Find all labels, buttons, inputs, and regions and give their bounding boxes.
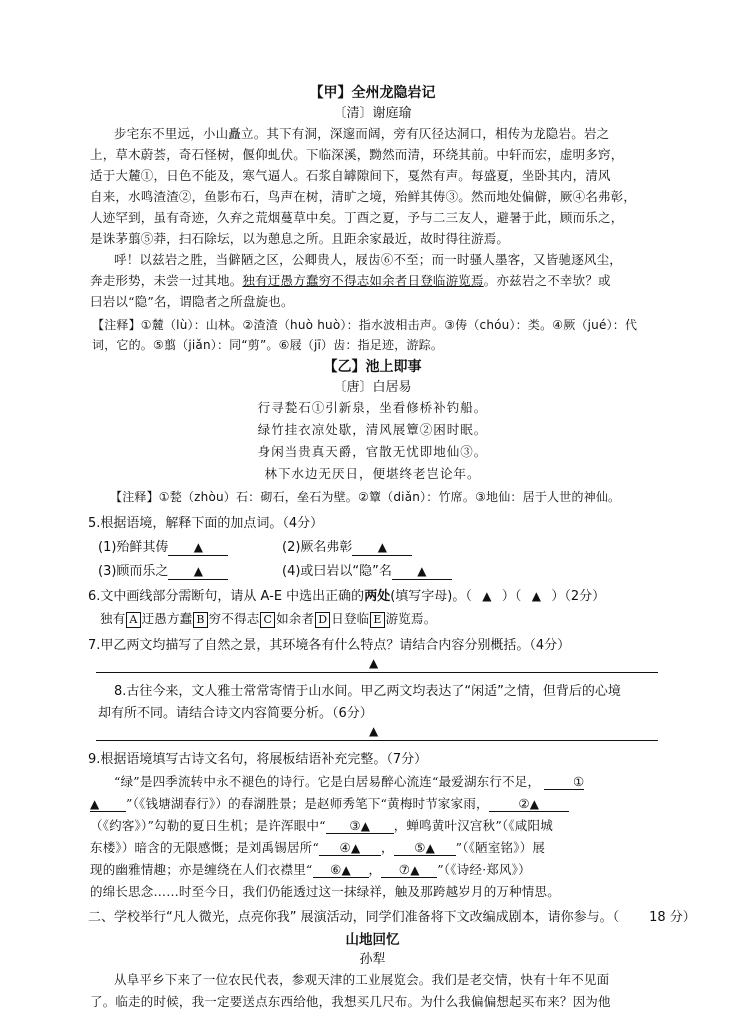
q5-item-3 [98, 560, 228, 580]
text: 迂愚方蠢 [141, 611, 193, 626]
blank-number: ⑤ [414, 840, 426, 855]
poem-line: 行寻甃石①引新泉，坐看修桥补钓船。 [257, 400, 488, 415]
text: 如余者 [276, 611, 315, 626]
q6-sentence [100, 609, 436, 628]
question-9: 9.根据语境填写古诗文名句，将展板结语补充完整。（7分） [88, 752, 428, 767]
text: （《约客》）”勾勒的夏日生机；是许浑眼中“ [90, 818, 326, 833]
option-c[interactable]: C [260, 612, 275, 628]
answer-mark: ▲ [193, 540, 204, 554]
q9-line: 的绵长思念……时至今日，我们仍能透过这一抹绿祥，触及那跨越岁月的万种情思。 [90, 884, 560, 899]
answer-mark: ▲ [360, 819, 371, 833]
blank-5[interactable] [394, 840, 456, 856]
poem-line: 林下水边无厌日，便堪终老岂论年。 [264, 466, 481, 481]
q5-item-text: (3)顾而乐之 [98, 564, 169, 579]
q5-item-2 [282, 536, 412, 556]
answer-mark: ▲ [377, 540, 388, 554]
answer-mark: ▲ [350, 841, 361, 855]
q5-item-text: (4)或曰岩以“隐”名 [282, 564, 392, 579]
answer-mark: ▲ [193, 564, 204, 578]
answer-blank[interactable] [168, 564, 228, 580]
q5-item-text: (2)厥名弗彰 [282, 540, 353, 555]
answer-mark: ▲ [417, 564, 427, 578]
section-2-title: 山地回忆 [345, 932, 400, 948]
question-7: 7.甲乙两文均描写了自然之景，其环境各有什么特点？请结合内容分别概括。（4分） [88, 638, 571, 653]
text: 奔走形势，未尝一过其地。 [90, 273, 243, 288]
answer-mark: ▲ [482, 589, 492, 603]
question-8: 8.古往今来，文人雅士常常寄情于山水间。甲乙两文均表达了“闲适”之情，但背后的心境 [114, 684, 621, 699]
answer-blank[interactable] [392, 564, 452, 580]
passage-b-notes: 【注释】①甃（zhòu）石：砌石，垒石为壁。②簟（diǎn）：竹席。③地仙：居于人世的神仙。 [110, 490, 621, 504]
passage-a-author: 〔清〕谢庭瑜 [333, 106, 412, 121]
text: ”（《陋室铭》）展 [455, 840, 546, 855]
option-d[interactable]: D [315, 612, 330, 628]
q9-line [114, 772, 584, 790]
answer-mark: ▲ [425, 841, 436, 855]
passage-a-para2-line3: 曰岩以“隐”名，谓隐者之所盘旋也。 [90, 294, 294, 309]
q6-text: 6.文中画线部分需断句，请从 A-E 中选出正确的 [88, 589, 365, 604]
blank-4[interactable] [319, 840, 381, 856]
passage-a-notes: 【注释】①麓（lù）：山林。②渣渣（huò huò）：指水波相击声。③俦（chóu）：类。④厥（jué）：代 [92, 318, 638, 332]
passage-a-title: 【甲】全州龙隐岩记 [309, 85, 436, 101]
option-b[interactable]: B [193, 612, 207, 628]
q9-line [90, 794, 569, 812]
answer-mark: ▲ [341, 863, 351, 877]
answer-mark: ▲ [531, 589, 541, 603]
blank-2[interactable] [489, 796, 569, 812]
blank-number: ④ [339, 840, 351, 855]
underlined-sentence: 独有迂愚方蠢穷不得志如余者日登临游览焉 [242, 273, 484, 288]
q5-item-text: (1)殆鲜其俦 [98, 540, 169, 555]
answer-mark: ▲ [369, 656, 379, 670]
text: ，蝉鸣黄叶汉宫秋”（《咸阳城 [393, 818, 553, 833]
text: ”（《诗经·郑风》） [437, 862, 531, 877]
text: 现的幽雅情趣；亦是缠绕在人们衣襟里“ [90, 862, 313, 877]
passage-a-line: 上，草木蔚荟，奇石怪树，偃仰虬伏。下临深溪，黝然而清，环绕其前。中轩而宏，虚明多窍， [90, 147, 624, 162]
text: ”（《钱塘湖春行》）的春湖胜景；是赵师秀笔下“黄梅时节家家雨， [126, 796, 489, 811]
q9-line: 东楼》）暗含的无限感慨；是刘禹锡居所“ ④▲ ， ⑤▲ ”（《陋室铭》）展 [90, 840, 546, 855]
text: “绿”是四季流转中永不褪色的诗行。它是白居易醉心流连“最爱湖东行不足， [114, 774, 541, 789]
blank-number: ① [572, 774, 585, 789]
option-e[interactable]: E [370, 612, 384, 628]
blank-3[interactable] [326, 818, 394, 834]
section-2-author: 孙犁 [359, 952, 386, 967]
poem-line: 身闲当贵真天爵，官散无忧即地仙③。 [257, 444, 488, 459]
text: 。亦兹岩之不幸欤？或 [483, 273, 611, 288]
answer-blank[interactable] [168, 540, 228, 556]
text: 游览焉。 [385, 611, 437, 626]
question-8-cont: 却有所不同。请结合诗文内容简要分析。（6分） [98, 706, 373, 721]
blank-number: ③ [349, 818, 361, 833]
text: 二、学校举行“凡人微光，点亮你我” 展演活动，同学们准备将下文改编成剧本，请你参与。（ [88, 910, 620, 925]
blank-1[interactable] [544, 774, 584, 790]
passage-a-para2-line2 [90, 271, 611, 289]
answer-mark: ▲ [369, 724, 379, 738]
answer-line[interactable] [96, 740, 658, 741]
passage-a-para2: 呼！以兹岩之胜，当僻陋之区，公卿贵人，屐齿⑥不至；而一时骚人墨客，又皆驰逐风尘， [114, 252, 623, 267]
text: 独有 [100, 611, 126, 626]
text: 穷不得志 [208, 611, 260, 626]
passage-a-line: 人迹罕到，虽有奇迹，久弃之荒烟蔓草中矣。丁酉之夏，予与二三友人，避暑于此，顾而乐之， [90, 210, 624, 225]
text: 日登临 [331, 611, 370, 626]
passage-a-notes: 词，它的。⑤翦（jiǎn）：同“剪”。⑥屐（jī）齿：指足迹，游踪。 [92, 338, 444, 352]
answer-mark: ▲ [410, 863, 420, 877]
passage-a-line: 步宅东不里远，小山矗立。其下有洞，深邃而阔，旁有仄径达洞口，相传为龙隐岩。岩之 [114, 126, 610, 141]
passage-b-author: 〔唐〕白居易 [333, 380, 412, 395]
q9-line: 现的幽雅情趣；亦是缠绕在人们衣襟里“ ⑥▲ ， ⑦▲ ”（《诗经·郑风》） [90, 862, 531, 877]
section-2-line: 了。临走的时候，我一定要送点东西给他，我想买几尺布。为什么我偏偏想起买布来？因为他 [90, 994, 611, 1009]
answer-blank[interactable] [352, 540, 412, 556]
question-5: 5.根据语境，解释下面的加点词。（4分） [88, 516, 324, 531]
blank-number: ⑦ [398, 862, 411, 877]
q6-score: ）（2分） [551, 589, 606, 604]
answer-blank[interactable] [472, 589, 502, 604]
answer-mark: ▲ [529, 797, 540, 811]
q5-item-4 [282, 560, 452, 580]
q5-item-1 [98, 536, 228, 556]
q9-line [90, 816, 553, 834]
q6-tail: (填写字母)。（ [390, 589, 472, 604]
score: 18 分） [649, 910, 696, 925]
answer-blank[interactable] [521, 589, 551, 604]
poem-line: 绿竹挂衣凉处歇，清风展簟②困时眠。 [257, 422, 488, 437]
section-2-heading [88, 906, 696, 925]
blank-number: ⑥ [330, 862, 342, 877]
question-6: 6.文中画线部分需断句，请从 A-E 中选出正确的两处(填写字母)。（ ▲ ）（ ▲ ）（2分） [88, 589, 606, 604]
blank-7[interactable] [381, 862, 437, 878]
blank-number: ② [518, 796, 530, 811]
blank-6[interactable] [313, 862, 369, 878]
passage-b-title: 【乙】池上即事 [323, 359, 422, 375]
section-2-line: 从阜平乡下来了一位农民代表，参观天津的工业展览会。我们是老交情，快有十年不见面 [114, 972, 610, 987]
answer-line[interactable] [96, 672, 658, 673]
passage-a-line: 适于大麓①，日色不能及，寒气逼人。石浆自罅隙间下，戛然有声。每盛夏，坐卧其内，清风 [90, 168, 611, 183]
option-a[interactable]: A [126, 612, 140, 628]
text: 东楼》）暗含的无限感慨；是刘禹锡居所“ [90, 840, 319, 855]
passage-a-line: 是诛茅翦⑤莽，扫石除坛，以为憩息之所。且距余家最近，故时得往游焉。 [90, 231, 510, 246]
answer-mark: ▲ [90, 797, 100, 811]
blank-1-cont[interactable] [90, 796, 126, 812]
q6-bold: 两处 [364, 589, 391, 604]
passage-a-line: 自来，水鸣渣渣②，鱼影布石，鸟声在树，清旷之境，殆鲜其俦③。然而地处偏僻，厥④名弗彰， [90, 189, 637, 204]
